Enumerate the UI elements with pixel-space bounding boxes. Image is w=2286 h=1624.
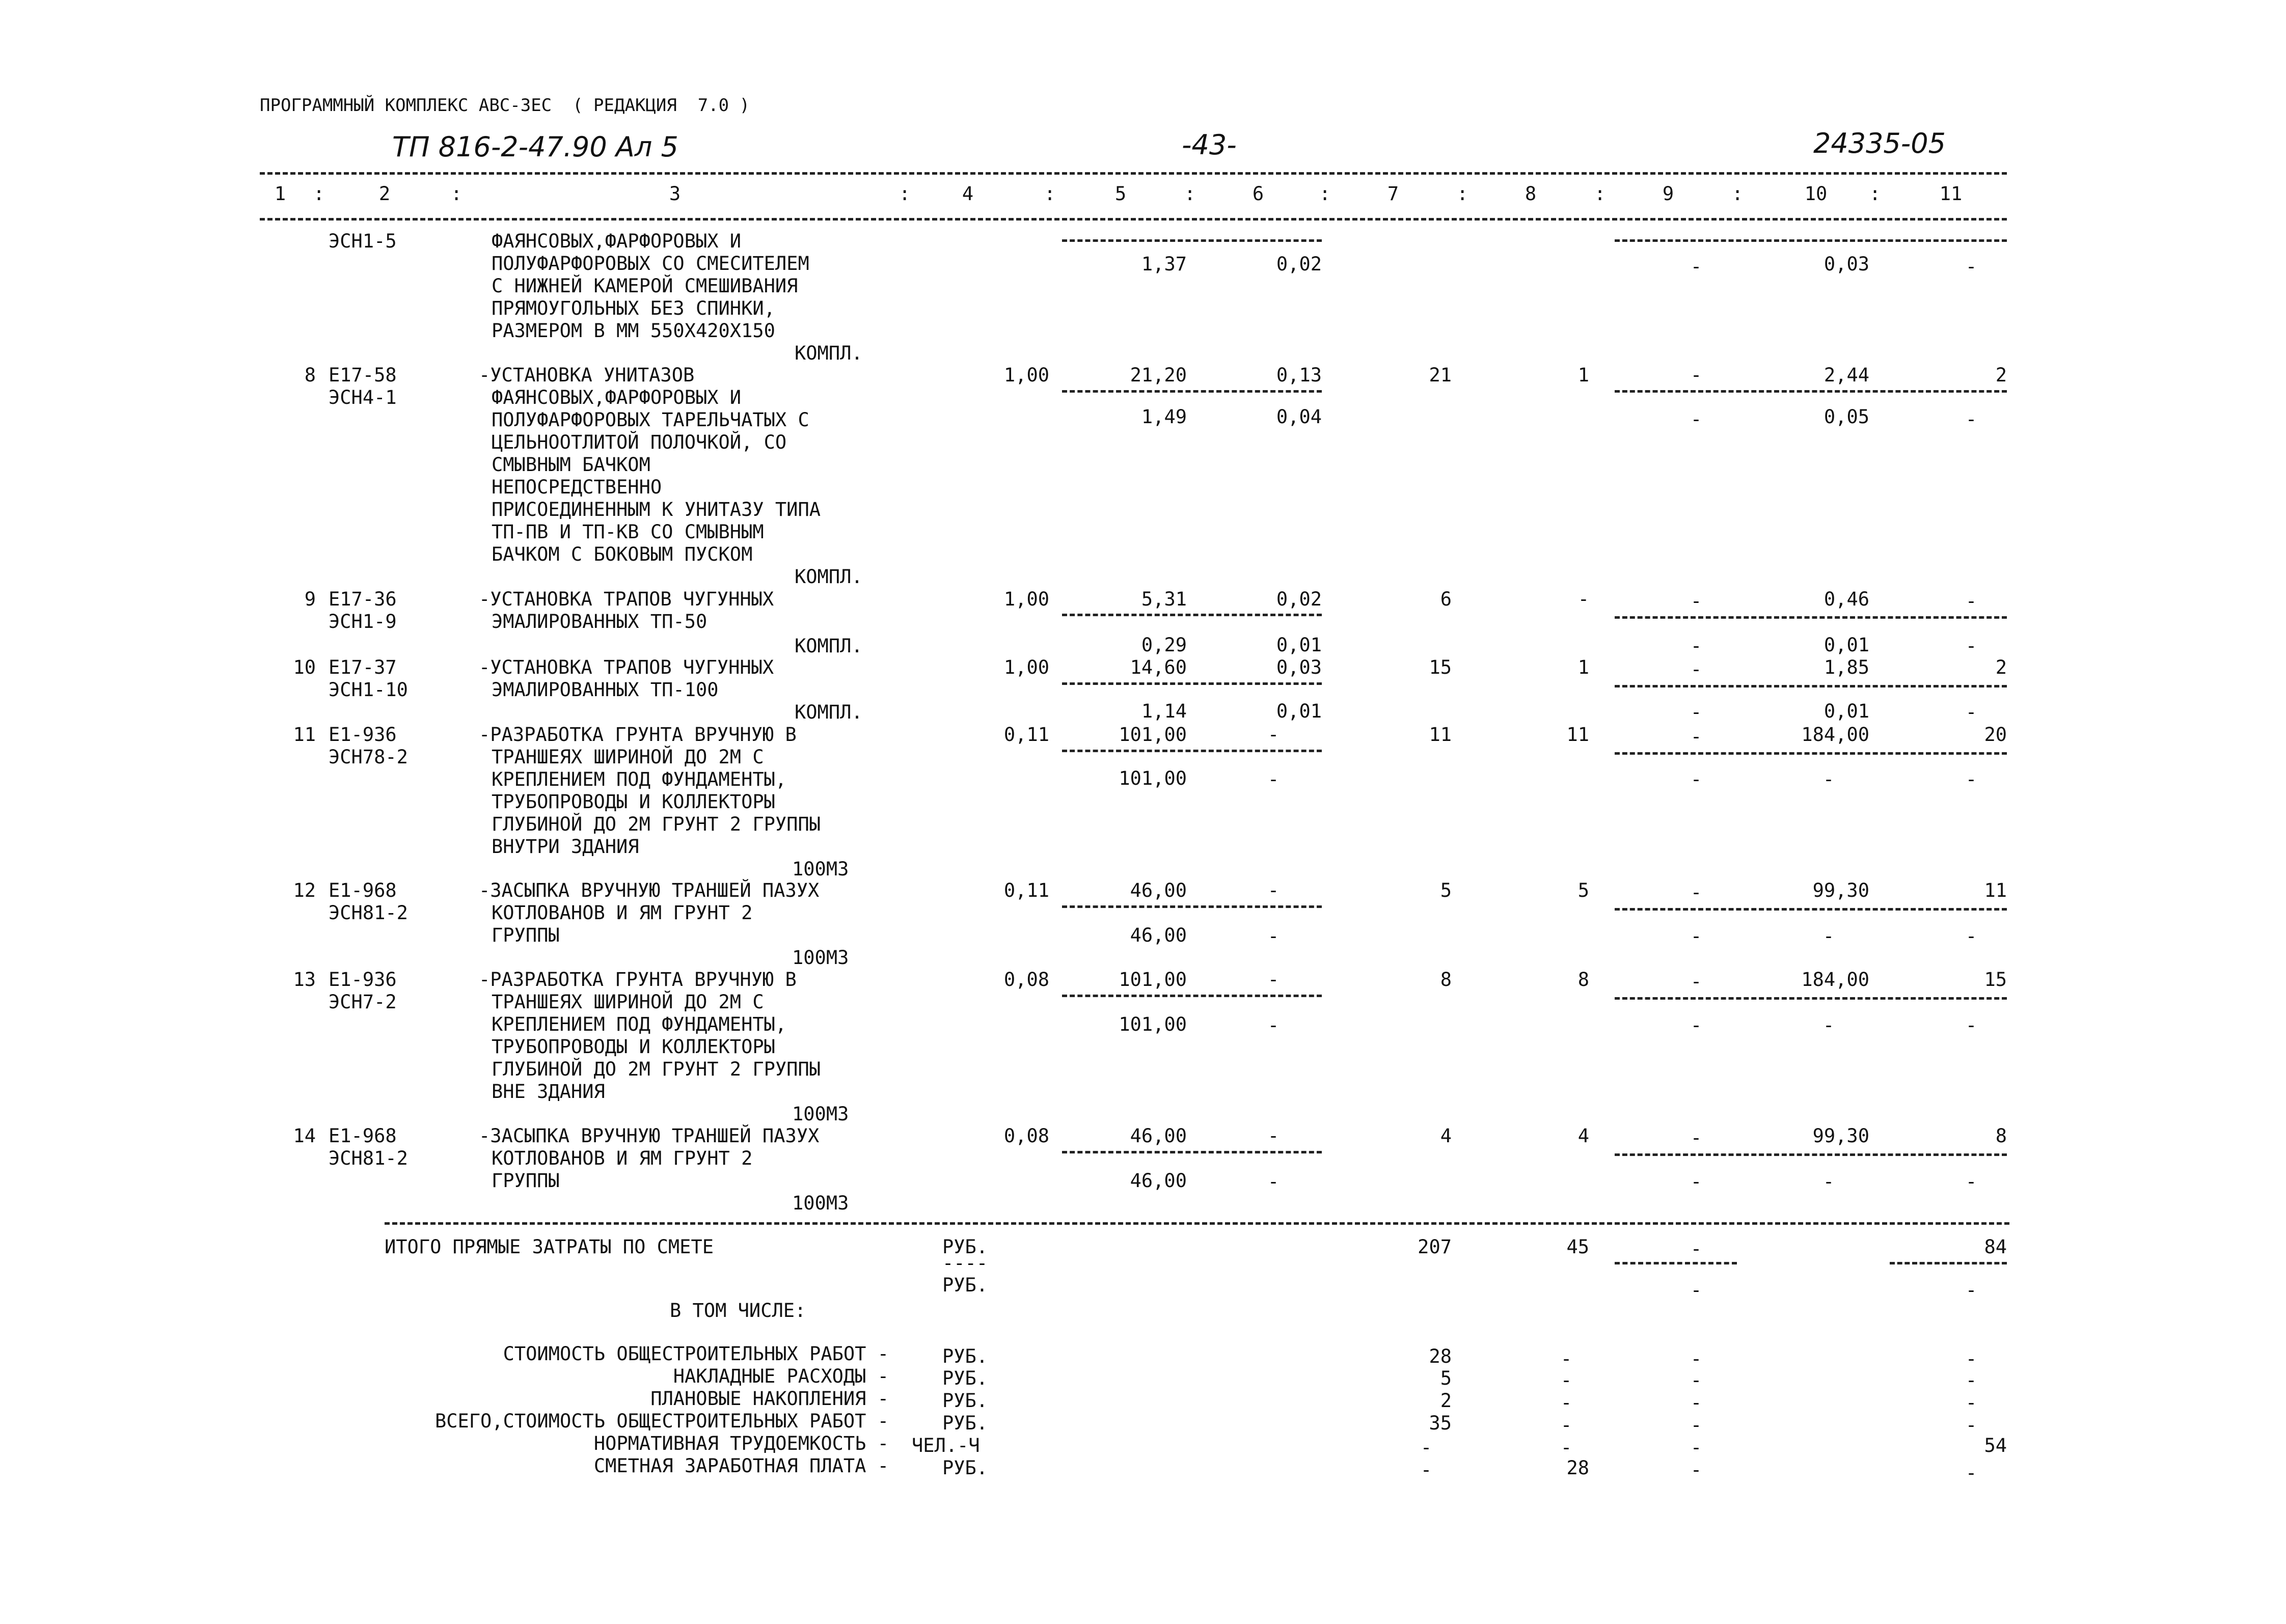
- sub-rule: [1615, 239, 2007, 242]
- summary-col8: 28: [1566, 1457, 1589, 1479]
- cell-col6-wage: 0,04: [1276, 406, 1322, 428]
- sheet-code: 24335-05: [1813, 127, 1946, 159]
- cell-col10: 1,85: [1824, 656, 1869, 678]
- program-title: ПРОГРАММНЫЙ КОМПЛЕКС АВС-3ЕС ( РЕДАКЦИЯ 7.0 ): [260, 95, 750, 116]
- description-line: ФАЯНСОВЫХ,ФАРФОРОВЫХ И: [492, 230, 742, 252]
- description-line: ВНУТРИ ЗДАНИЯ: [492, 836, 639, 858]
- sub-rule: [1615, 616, 2007, 619]
- page-number: -43-: [1182, 129, 1237, 161]
- cell-col9-wage: -: [1690, 925, 1702, 947]
- sub-rule: [1890, 1262, 2007, 1264]
- unit-label: 100М3: [792, 858, 849, 880]
- summary-label: НАКЛАДНЫЕ РАСХОДЫ -: [673, 1365, 889, 1387]
- cell-col10: 184,00: [1801, 969, 1869, 990]
- summary-col8: -: [1560, 1369, 1572, 1391]
- cell-col5-unit-cost: 5,31: [1141, 588, 1187, 610]
- col-sep: :: [1594, 183, 1606, 205]
- description-line: ПРИСОЕДИНЕННЫМ К УНИТАЗУ ТИПА: [492, 499, 821, 520]
- cell-col6-wage: 0,01: [1276, 634, 1322, 656]
- cell-col9: -: [1690, 364, 1702, 386]
- cell-col11-wage: -: [1965, 256, 1977, 278]
- cell-col6-unit-machine: -: [1267, 1125, 1280, 1147]
- cell-col10-wage: 0,05: [1824, 406, 1869, 428]
- cell-col9-wage: -: [1690, 408, 1702, 430]
- cell-col9: -: [1690, 658, 1702, 680]
- sub-rule: [1615, 1153, 2007, 1156]
- cell-col6-wage: -: [1267, 768, 1280, 790]
- cell-col6-wage: 0,02: [1276, 253, 1322, 275]
- cell-col5-unit-cost: 46,00: [1130, 1125, 1187, 1147]
- col-header-6: 6: [1252, 183, 1264, 205]
- summary-col9: -: [1690, 1369, 1702, 1391]
- cell-col10: 184,00: [1801, 724, 1869, 746]
- sub-rule: [1615, 752, 2007, 755]
- description-line: ГЛУБИНОЙ ДО 2М ГРУНТ 2 ГРУППЫ: [492, 813, 821, 835]
- summary-label: НОРМАТИВНАЯ ТРУДОЕМКОСТЬ -: [593, 1433, 889, 1454]
- col-header-11: 11: [1939, 183, 1963, 205]
- col-sep: :: [1319, 183, 1331, 205]
- description-line: ВНЕ ЗДАНИЯ: [492, 1081, 605, 1103]
- resource-code: ЭСН1-10: [329, 679, 408, 701]
- totals-rule: [385, 1222, 2009, 1225]
- sub-rule: [1062, 995, 1322, 997]
- cell-col11: 20: [1984, 724, 2007, 746]
- cell-col9-wage: -: [1690, 1014, 1702, 1036]
- cell-col9: -: [1690, 726, 1702, 748]
- summary-col8: -: [1560, 1437, 1572, 1458]
- cell-col5-wage: 1,49: [1141, 406, 1187, 428]
- sub-rule: [1615, 1262, 1737, 1264]
- norm-code: Е17-37: [329, 656, 397, 678]
- cell-col4-quantity: 1,00: [1003, 588, 1049, 610]
- description-line: ФАЯНСОВЫХ,ФАРФОРОВЫХ И: [492, 387, 742, 408]
- row-number: 12: [293, 879, 316, 901]
- totals-col8: 45: [1566, 1236, 1589, 1258]
- row-number: 9: [304, 588, 316, 610]
- resource-code: ЭСН78-2: [329, 746, 408, 768]
- col-header-3: 3: [669, 183, 681, 205]
- cell-col11-wage: -: [1965, 768, 1977, 790]
- description-line: ТРУБОПРОВОДЫ И КОЛЛЕКТОРЫ: [492, 1036, 775, 1058]
- cell-col8-wage-total: 5: [1577, 879, 1589, 901]
- norm-code: Е17-58: [329, 364, 397, 386]
- col-sep: :: [1184, 183, 1196, 205]
- cell-col5-unit-cost: 46,00: [1130, 879, 1187, 901]
- cell-col5-wage: 1,14: [1141, 700, 1187, 722]
- description-line: ТРУБОПРОВОДЫ И КОЛЛЕКТОРЫ: [492, 791, 775, 813]
- description-line: -ЗАСЫПКА ВРУЧНУЮ ТРАНШЕЙ ПАЗУХ: [479, 1125, 820, 1147]
- col-header-2: 2: [378, 183, 391, 205]
- cell-col11: 15: [1984, 969, 2007, 990]
- cell-col6-unit-machine: 0,03: [1276, 656, 1322, 678]
- sub-rule: [1615, 685, 2007, 687]
- norm-code: Е1-968: [329, 1125, 397, 1147]
- description-line: ЦЕЛЬНООТЛИТОЙ ПОЛОЧКОЙ, СО: [492, 431, 787, 453]
- description-line: СМЫВНЫМ БАЧКОМ: [492, 454, 650, 476]
- sub-rule: [1062, 905, 1322, 908]
- sub-rule: [1062, 750, 1322, 752]
- col-header-8: 8: [1525, 183, 1537, 205]
- summary-col7: -: [1420, 1459, 1432, 1481]
- description-line: ГРУППЫ: [492, 924, 560, 946]
- summary-unit: РУБ.: [942, 1367, 988, 1389]
- cell-col6-wage: -: [1267, 1014, 1280, 1036]
- description-line: РАЗМЕРОМ В ММ 550Х420Х150: [492, 320, 775, 342]
- description-line: -РАЗРАБОТКА ГРУНТА ВРУЧНУЮ В: [479, 724, 797, 746]
- cell-col11-wage: -: [1965, 1171, 1977, 1193]
- summary-col11: -: [1965, 1369, 1977, 1391]
- unit-label: КОМПЛ.: [795, 566, 863, 588]
- cell-col9: -: [1690, 971, 1702, 993]
- description-line: ПОЛУФАРФОРОВЫХ ТАРЕЛЬЧАТЫХ С: [492, 409, 809, 431]
- summary-unit: РУБ.: [942, 1390, 988, 1412]
- row-number: 10: [293, 656, 316, 678]
- cell-col10-wage: 0,01: [1824, 634, 1869, 656]
- cell-col5-wage: 46,00: [1130, 924, 1187, 946]
- cell-col8-wage-total: 8: [1577, 969, 1589, 990]
- summary-col9: -: [1690, 1348, 1702, 1370]
- sub-rule: [1062, 1151, 1322, 1153]
- summary-col7: 2: [1440, 1390, 1452, 1412]
- including-label: В ТОМ ЧИСЛЕ:: [670, 1300, 806, 1322]
- cell-col9-wage: -: [1690, 768, 1702, 790]
- cell-col5-unit-cost: 101,00: [1119, 724, 1187, 746]
- cell-col9-wage: -: [1690, 256, 1702, 278]
- cell-col8-wage-total: 11: [1566, 724, 1589, 746]
- sub-rule: [1615, 908, 2007, 911]
- sub-rule: [1615, 390, 2007, 393]
- sub-rule: [1062, 614, 1322, 616]
- cell-col6-wage: -: [1267, 925, 1280, 947]
- description-line: -ЗАСЫПКА ВРУЧНУЮ ТРАНШЕЙ ПАЗУХ: [479, 879, 820, 901]
- summary-col9: -: [1690, 1459, 1702, 1481]
- cell-col6-wage: -: [1267, 1171, 1280, 1193]
- cell-col5-unit-cost: 14,60: [1130, 656, 1187, 678]
- cell-col11: 8: [1995, 1125, 2007, 1147]
- cell-col7-total: 15: [1429, 656, 1452, 678]
- col-header-7: 7: [1387, 183, 1399, 205]
- resource-code: ЭСН1-9: [329, 611, 397, 632]
- cell-col11-wage: -: [1965, 701, 1977, 723]
- resource-code: ЭСН4-1: [329, 387, 397, 408]
- cell-col11: 2: [1995, 364, 2007, 386]
- unit-label: 100М3: [792, 947, 849, 969]
- unit-label: КОМПЛ.: [795, 342, 863, 364]
- col-sep: :: [1869, 183, 1881, 205]
- cell-col11-wage: -: [1965, 1014, 1977, 1036]
- col-header-4: 4: [962, 183, 974, 205]
- cell-col4-quantity: 0,08: [1003, 1125, 1049, 1147]
- resource-code: ЭСН81-2: [329, 902, 408, 924]
- description-line: -УСТАНОВКА ТРАПОВ ЧУГУННЫХ: [479, 588, 774, 610]
- cell-col7-total: 11: [1429, 724, 1452, 746]
- cell-col6-unit-machine: 0,02: [1276, 588, 1322, 610]
- col-sep: :: [1044, 183, 1056, 205]
- summary-col7: 35: [1429, 1412, 1452, 1434]
- cell-col5-wage: 101,00: [1119, 1013, 1187, 1035]
- description-line: КОТЛОВАНОВ И ЯМ ГРУНТ 2: [492, 902, 753, 924]
- cell-col11-wage: -: [1965, 925, 1977, 947]
- cell-col4-quantity: 1,00: [1003, 364, 1049, 386]
- summary-col9: -: [1690, 1437, 1702, 1458]
- cell-col6-unit-machine: -: [1267, 724, 1280, 746]
- cell-col5-wage: 0,29: [1141, 634, 1187, 656]
- summary-label: ПЛАНОВЫЕ НАКОПЛЕНИЯ -: [650, 1388, 889, 1410]
- cell-col11: 11: [1984, 879, 2007, 901]
- summary-col11: -: [1965, 1462, 1977, 1484]
- description-line: -РАЗРАБОТКА ГРУНТА ВРУЧНУЮ В: [479, 969, 797, 990]
- totals-col11: 84: [1984, 1236, 2007, 1258]
- document-code: ТП 816-2-47.90 Ал 5: [392, 131, 678, 163]
- cell-col10: 2,44: [1824, 364, 1869, 386]
- description-line: ПРЯМОУГОЛЬНЫХ БЕЗ СПИНКИ,: [492, 297, 775, 319]
- totals-unit: РУБ.: [942, 1274, 988, 1296]
- summary-col9: -: [1690, 1414, 1702, 1436]
- summary-label: СТОИМОСТЬ ОБЩЕСТРОИТЕЛЬНЫХ РАБОТ -: [503, 1343, 889, 1365]
- description-line: -УСТАНОВКА ТРАПОВ ЧУГУННЫХ: [479, 656, 774, 678]
- summary-col7: 5: [1440, 1367, 1452, 1389]
- totals-label: ИТОГО ПРЯМЫЕ ЗАТРАТЫ ПО СМЕТЕ: [385, 1236, 714, 1258]
- summary-col11: -: [1965, 1348, 1977, 1370]
- cell-col7-total: 4: [1440, 1125, 1452, 1147]
- cell-col9-wage: -: [1690, 701, 1702, 723]
- cell-col7-total: 5: [1440, 879, 1452, 901]
- description-line: ТП-ПВ И ТП-КВ СО СМЫВНЫМ: [492, 521, 764, 543]
- summary-col8: -: [1560, 1348, 1572, 1370]
- row-number: 14: [293, 1125, 316, 1147]
- cell-col9-wage: -: [1690, 1171, 1702, 1193]
- cell-col7-total: 21: [1429, 364, 1452, 386]
- summary-col7: -: [1420, 1437, 1432, 1458]
- summary-col11: 54: [1984, 1435, 2007, 1456]
- totals-col9-wage: -: [1690, 1279, 1702, 1301]
- cell-col8-wage-total: 1: [1577, 656, 1589, 678]
- summary-label: СМЕТНАЯ ЗАРАБОТНАЯ ПЛАТА -: [593, 1455, 889, 1477]
- resource-code: ЭСН81-2: [329, 1147, 408, 1169]
- resource-code: ЭСН7-2: [329, 991, 397, 1013]
- cell-col5-wage: 46,00: [1130, 1170, 1187, 1192]
- unit-label: 100М3: [792, 1103, 849, 1125]
- cell-col8-wage-total: 1: [1577, 364, 1589, 386]
- header-top-rule: [260, 172, 2007, 175]
- col-header-1: 1: [274, 183, 286, 205]
- cell-col4-quantity: 0,11: [1003, 879, 1049, 901]
- cell-col6-wage: 0,01: [1276, 700, 1322, 722]
- totals-col7: 207: [1418, 1236, 1452, 1258]
- cell-col4-quantity: 0,11: [1003, 724, 1049, 746]
- description-line: ТРАНШЕЯХ ШИРИНОЙ ДО 2М С: [492, 746, 764, 768]
- cell-col8-wage-total: 4: [1577, 1125, 1589, 1147]
- col-header-10: 10: [1804, 183, 1828, 205]
- description-line: БАЧКОМ С БОКОВЫМ ПУСКОМ: [492, 543, 753, 565]
- description-line: КРЕПЛЕНИЕМ ПОД ФУНДАМЕНТЫ,: [492, 1013, 787, 1035]
- header-bottom-rule: [260, 218, 2007, 221]
- description-line: НЕПОСРЕДСТВЕННО: [492, 476, 662, 498]
- cell-col6-unit-machine: -: [1267, 969, 1280, 990]
- summary-col11: -: [1965, 1414, 1977, 1436]
- sub-rule: [1062, 390, 1322, 393]
- cell-col7-total: 8: [1440, 969, 1452, 990]
- summary-col8: -: [1560, 1414, 1572, 1436]
- sub-rule: [1062, 682, 1322, 685]
- col-sep: :: [313, 183, 325, 205]
- cell-col9-wage: -: [1690, 635, 1702, 657]
- unit-label: 100М3: [792, 1192, 849, 1214]
- cell-col9: -: [1690, 1127, 1702, 1149]
- description-line: КОТЛОВАНОВ И ЯМ ГРУНТ 2: [492, 1147, 753, 1169]
- description-line: ЭМАЛИРОВАННЫХ ТП-50: [492, 611, 707, 632]
- cell-col11: 2: [1995, 656, 2007, 678]
- cell-col10: 99,30: [1812, 879, 1869, 901]
- cell-col10: 99,30: [1812, 1125, 1869, 1147]
- cell-col7-total: 6: [1440, 588, 1452, 610]
- norm-code: Е1-936: [329, 969, 397, 990]
- description-line: ЭМАЛИРОВАННЫХ ТП-100: [492, 679, 719, 701]
- cell-col4-quantity: 1,00: [1003, 656, 1049, 678]
- norm-code: Е1-936: [329, 724, 397, 746]
- cell-col10: 0,46: [1824, 588, 1869, 610]
- description-line: ГЛУБИНОЙ ДО 2М ГРУНТ 2 ГРУППЫ: [492, 1058, 821, 1080]
- cell-col5-wage: 1,37: [1141, 253, 1187, 275]
- description-line: ТРАНШЕЯХ ШИРИНОЙ ДО 2М С: [492, 991, 764, 1013]
- description-line: КРЕПЛЕНИЕМ ПОД ФУНДАМЕНТЫ,: [492, 768, 787, 790]
- norm-code: Е17-36: [329, 588, 397, 610]
- col-sep: :: [451, 183, 462, 205]
- summary-col11: -: [1965, 1392, 1977, 1414]
- unit-label: КОМПЛ.: [795, 635, 863, 657]
- summary-col7: 28: [1429, 1345, 1452, 1367]
- col-header-5: 5: [1114, 183, 1127, 205]
- cell-col4-quantity: 0,08: [1003, 969, 1049, 990]
- totals-unit: РУБ.: [942, 1236, 988, 1258]
- summary-col8: -: [1560, 1392, 1572, 1414]
- sub-rule: [1062, 239, 1322, 242]
- cell-col10-wage: 0,01: [1824, 700, 1869, 722]
- resource-code: ЭСН1-5: [329, 230, 397, 252]
- totals-col9: -: [1690, 1238, 1702, 1260]
- cell-col10-wage: -: [1822, 1014, 1835, 1036]
- summary-label: ВСЕГО,СТОИМОСТЬ ОБЩЕСТРОИТЕЛЬНЫХ РАБОТ -: [434, 1410, 889, 1432]
- cell-col9: -: [1690, 882, 1702, 903]
- col-sep: :: [899, 183, 911, 205]
- cell-col5-unit-cost: 101,00: [1119, 969, 1187, 990]
- col-sep: :: [1732, 183, 1744, 205]
- cell-col10-wage: -: [1822, 1171, 1835, 1193]
- summary-unit: РУБ.: [942, 1457, 988, 1479]
- description-line: ПОЛУФАРФОРОВЫХ СО СМЕСИТЕЛЕМ: [492, 253, 809, 274]
- cell-col10-wage: 0,03: [1824, 253, 1869, 275]
- cell-col11: -: [1965, 590, 1977, 612]
- cell-col6-unit-machine: 0,13: [1276, 364, 1322, 386]
- unit-underline: ----: [942, 1252, 988, 1274]
- cell-col11-wage: -: [1965, 408, 1977, 430]
- cell-col8-wage-total: -: [1577, 588, 1589, 610]
- summary-unit: РУБ.: [942, 1345, 988, 1367]
- cell-col10-wage: -: [1822, 925, 1835, 947]
- row-number: 8: [304, 364, 316, 386]
- description-line: ГРУППЫ: [492, 1170, 560, 1192]
- summary-unit: РУБ.: [942, 1412, 988, 1434]
- description-line: -УСТАНОВКА УНИТАЗОВ: [479, 364, 695, 386]
- norm-code: Е1-968: [329, 879, 397, 901]
- sub-rule: [1615, 997, 2007, 1000]
- summary-unit: ЧЕЛ.-Ч: [912, 1435, 980, 1456]
- totals-col11-wage: -: [1965, 1279, 1977, 1301]
- cell-col9: -: [1690, 590, 1702, 612]
- row-number: 13: [293, 969, 316, 990]
- summary-col9: -: [1690, 1392, 1702, 1414]
- description-line: С НИЖНЕЙ КАМЕРОЙ СМЕШИВАНИЯ: [492, 275, 798, 297]
- unit-label: КОМПЛ.: [795, 701, 863, 723]
- cell-col5-unit-cost: 21,20: [1130, 364, 1187, 386]
- col-sep: :: [1457, 183, 1468, 205]
- cell-col6-unit-machine: -: [1267, 879, 1280, 901]
- cell-col11-wage: -: [1965, 635, 1977, 657]
- cell-col5-wage: 101,00: [1119, 767, 1187, 789]
- col-header-9: 9: [1662, 183, 1674, 205]
- row-number: 11: [293, 724, 316, 746]
- cell-col10-wage: -: [1822, 768, 1835, 790]
